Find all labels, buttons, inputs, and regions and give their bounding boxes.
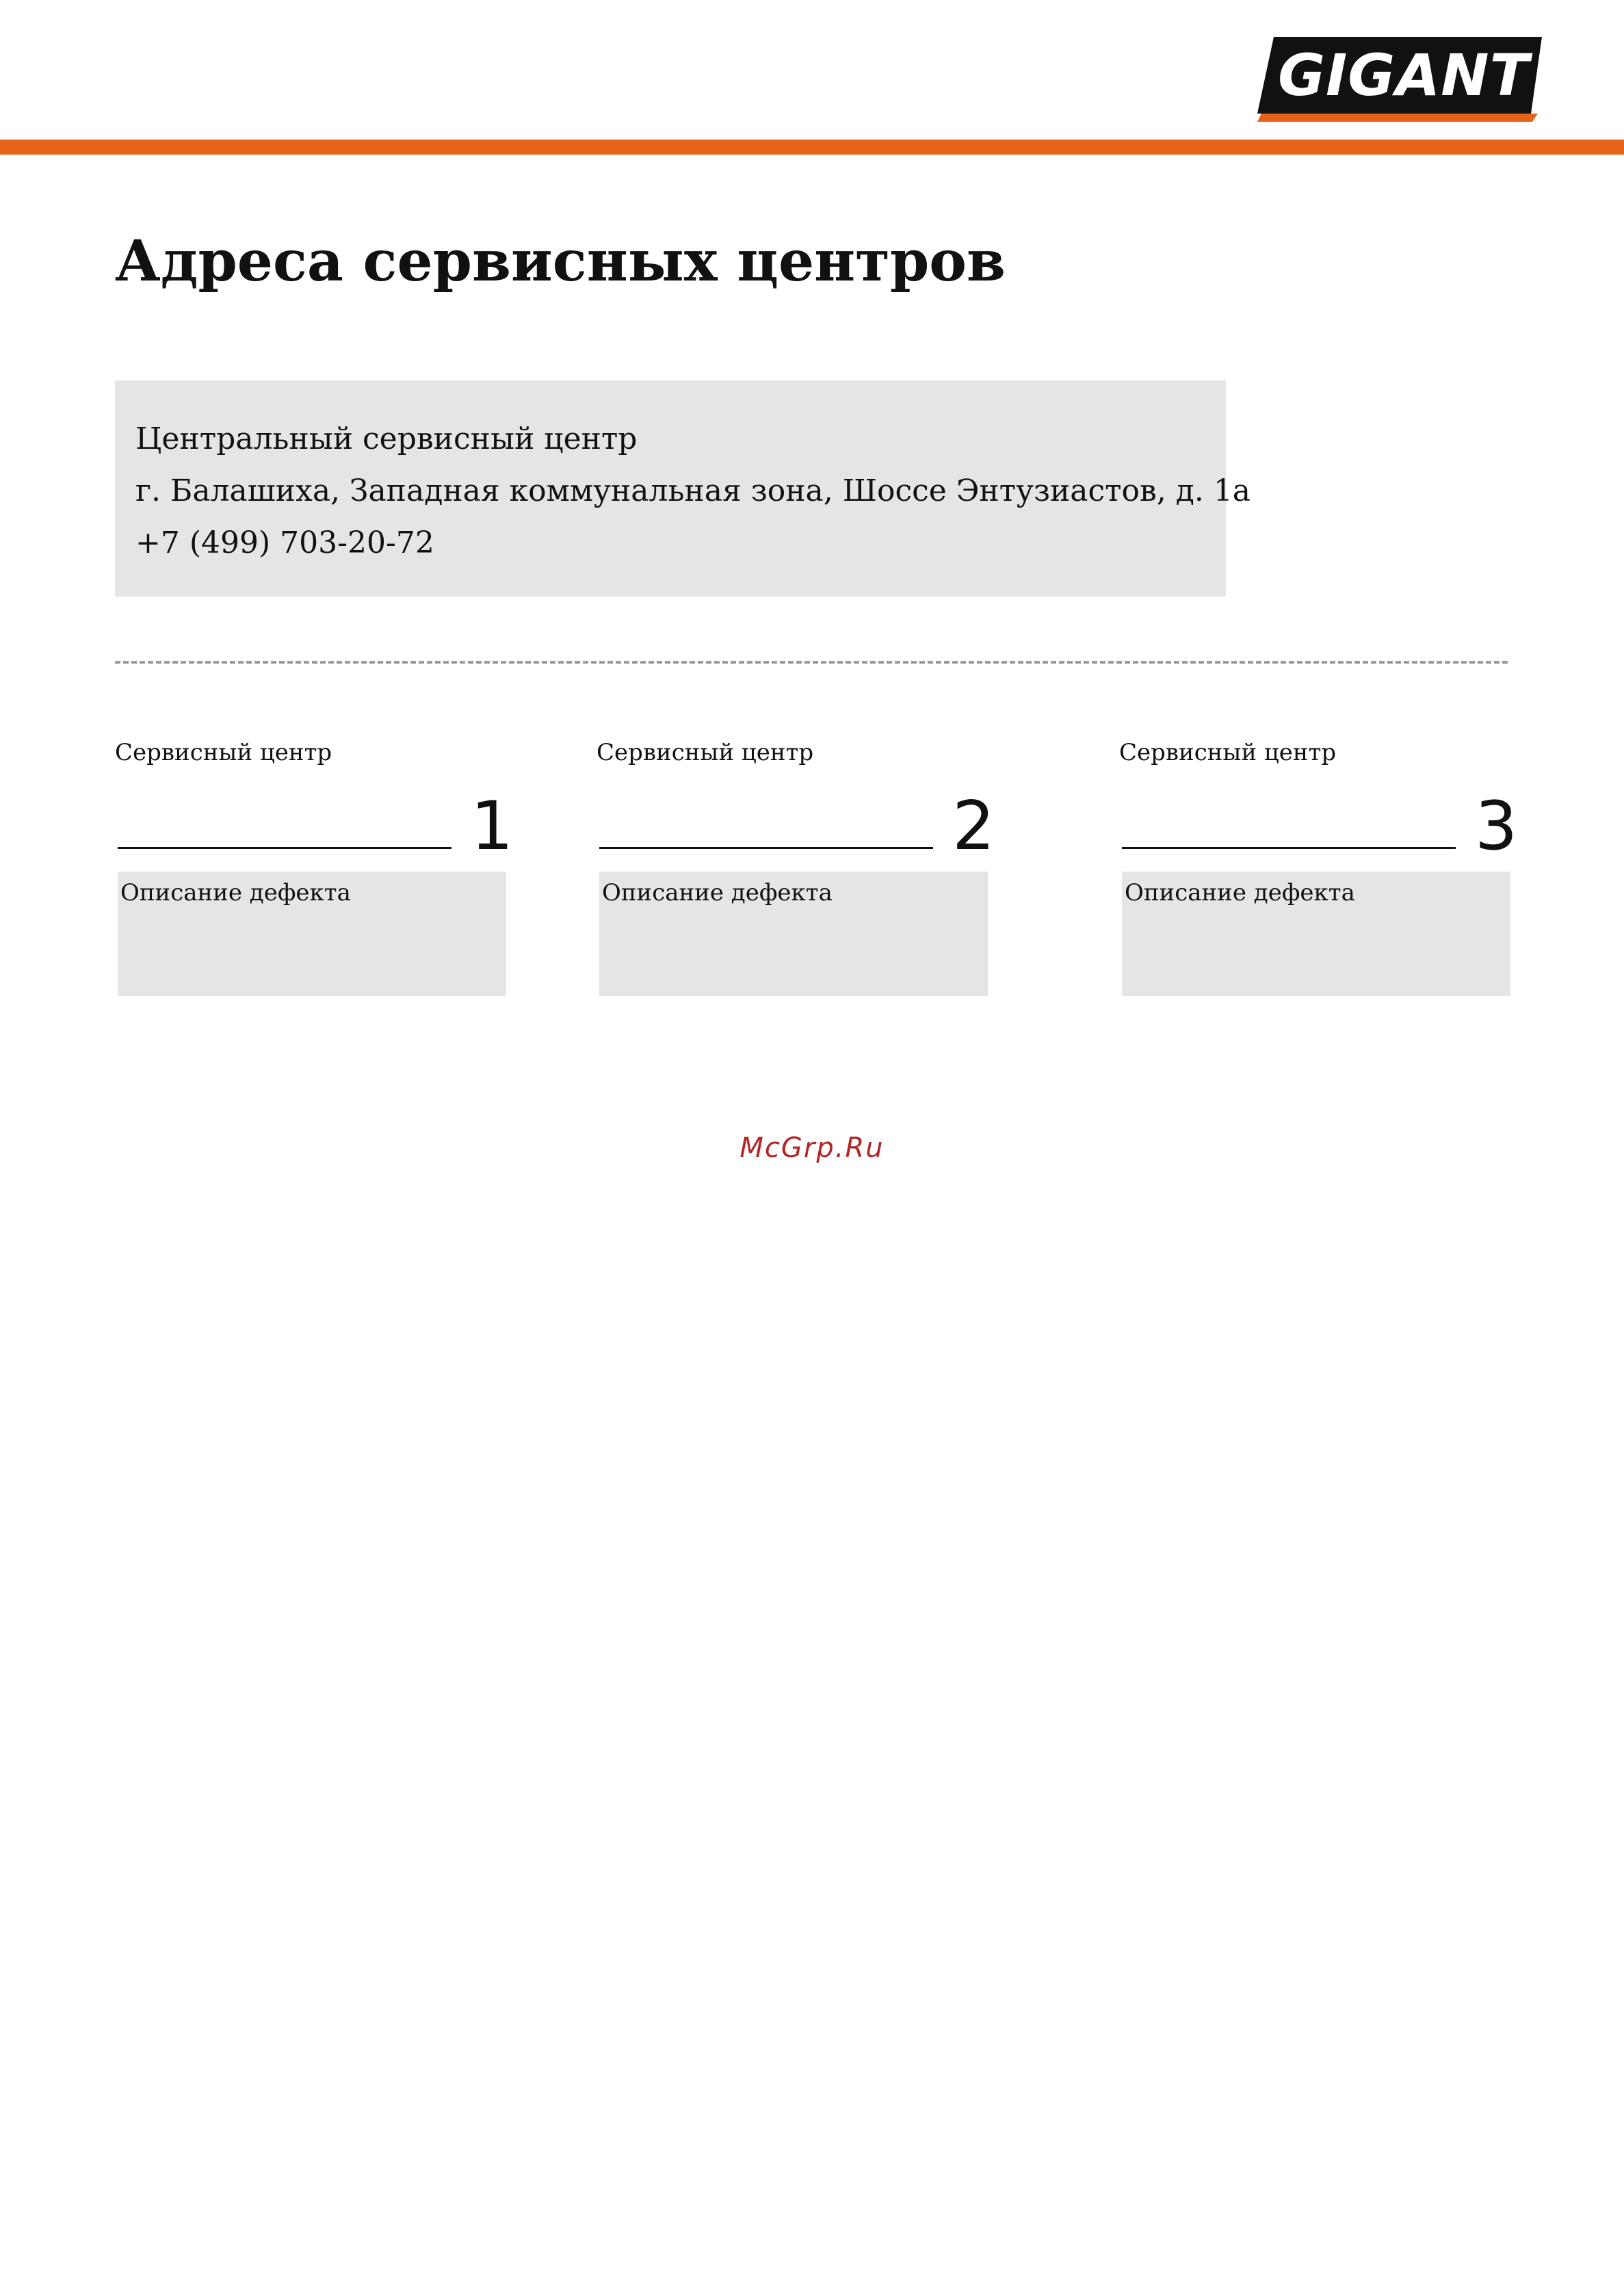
central-center-address: г. Балашиха, Западная коммунальная зона, Шоссе Энтузиастов, д. 1а [135, 473, 1251, 508]
service-center-fill-line[interactable] [599, 847, 933, 849]
page-title: Адреса сервисных центров [115, 229, 1006, 294]
service-center-number: 2 [952, 787, 995, 865]
service-center-number: 3 [1475, 787, 1518, 865]
service-center-3 [1119, 735, 1530, 1008]
defect-description-box[interactable] [118, 872, 506, 996]
gigant-logo [1257, 37, 1542, 122]
central-service-center-box [115, 380, 1251, 597]
service-center-1 [115, 735, 525, 1008]
defect-description-box[interactable] [1122, 872, 1510, 996]
watermark-text: McGrp.Ru [739, 1132, 885, 1164]
service-center-2 [597, 735, 1007, 1008]
defect-description-label: Описание дефекта [1125, 879, 1355, 906]
defect-description-label: Описание дефекта [120, 879, 351, 906]
logo-wordmark: GIGANT [1278, 42, 1530, 109]
service-center-label: Сервисный центр [1119, 739, 1337, 766]
service-center-number: 1 [471, 787, 514, 865]
defect-description-box[interactable] [599, 872, 988, 996]
central-center-phone: +7 (499) 703-20-72 [135, 525, 434, 560]
service-center-fill-line[interactable] [1122, 847, 1456, 849]
central-center-name: Центральный сервисный центр [135, 421, 638, 456]
service-center-label: Сервисный центр [597, 739, 814, 766]
service-center-fill-line[interactable] [118, 847, 451, 849]
header-accent-bar [0, 140, 1624, 155]
service-center-label: Сервисный центр [115, 739, 332, 766]
defect-description-label: Описание дефекта [602, 879, 833, 906]
dashed-divider [115, 661, 1508, 664]
